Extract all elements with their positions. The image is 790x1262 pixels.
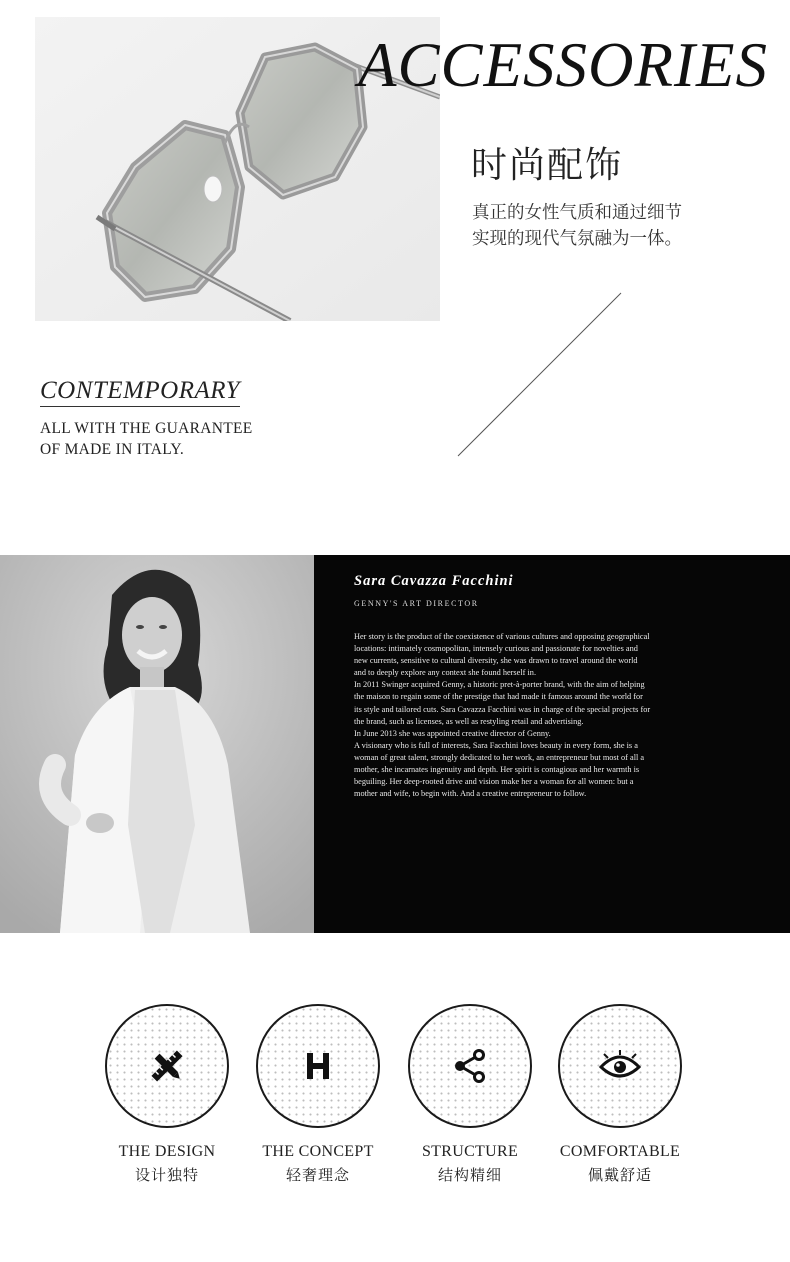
cn-description-line: 真正的女性气质和通过细节 [472, 203, 682, 223]
guarantee-line: ALL WITH THE GUARANTEE [40, 420, 253, 437]
feature-title-en: THE DESIGN [118, 1143, 216, 1160]
letter-h-icon [300, 1048, 336, 1084]
bio-line: A visionary who is full of interests, Sara Facchini loves beauty in every form, she is a [354, 740, 638, 750]
bio-text [354, 631, 764, 800]
feature-title-cn: 佩戴舒适 [587, 1166, 652, 1184]
diagonal-divider [455, 290, 625, 460]
share-nodes-icon [450, 1046, 490, 1086]
bio-line: new currents, sensitive to cultural diversity, she was drawn to travel around the world [354, 656, 638, 666]
feature-circle [105, 1004, 229, 1128]
bio-line: the maison to regain some of the prestige that had made it famous around the world for [354, 692, 643, 702]
portrait-photo [0, 555, 314, 933]
ruler-pencil-icon [147, 1046, 187, 1086]
portrait-illustration [0, 555, 314, 933]
feature-comfortable [545, 1000, 695, 1185]
feature-circle [408, 1004, 532, 1128]
contemporary-title: CONTEMPORARY [40, 377, 240, 407]
bio-line: Her story is the product of the coexistence of various cultures and opposing geographical [354, 632, 650, 641]
bio-role: GENNY'S ART DIRECTOR [354, 599, 479, 608]
bio-line: and to deeply explore any context she found herself in. [354, 668, 537, 678]
guarantee-text [40, 418, 253, 460]
cn-title: 时尚配饰 [471, 145, 624, 186]
cn-description [472, 200, 752, 252]
bio-line: woman of great talent, strongly dedicated to her work, an entrepreneur but most of all a [354, 752, 645, 762]
feature-structure [395, 1000, 545, 1185]
bio-line: beguiling. Her deep-rooted drive and vision make her a woman for all women: but a [354, 777, 634, 787]
headline: ACCESSORIES [358, 30, 768, 100]
bio-line: the brand, such as licenses, as well as restyling retail and advertising. [354, 716, 584, 726]
feature-design [92, 1000, 242, 1185]
bio-line: mother, she incarnates ingenuity and depth. Her spirit is contagious and her warmth is [354, 765, 640, 775]
guarantee-line: OF MADE IN ITALY. [40, 441, 185, 458]
feature-title-en: STRUCTURE [421, 1143, 519, 1160]
features-row [0, 1000, 790, 1200]
feature-title-cn: 结构精细 [437, 1166, 502, 1184]
feature-title-en: COMFORTABLE [559, 1143, 681, 1160]
feature-concept [243, 1000, 393, 1185]
bio-line: locations: intimately cosmopolitan, intensely curious and passionate for novelties and [354, 644, 638, 654]
bio-line: its style and tailored cuts. Sara Cavazza Facchini was in charge of the special projects for [354, 704, 651, 714]
bio-panel [314, 555, 790, 933]
feature-circle [558, 1004, 682, 1128]
feature-title-cn: 轻奢理念 [285, 1166, 350, 1184]
feature-title-cn: 设计独特 [134, 1166, 199, 1184]
feature-circle [256, 1004, 380, 1128]
bio-line: mother and wife, to begin with. And a creative entrepreneur to follow. [354, 789, 587, 799]
bio-line: In June 2013 she was appointed creative director of Genny. [354, 728, 551, 738]
feature-title-en: THE CONCEPT [262, 1143, 374, 1160]
cn-description-line: 实现的现代气氛融为一体。 [472, 229, 682, 249]
eye-icon [598, 1049, 642, 1083]
bio-line: In 2011 Swinger acquired Genny, a historic pret-à-porter brand, with the aim of helping [354, 680, 645, 690]
bio-name: Sara Cavazza Facchini [354, 573, 514, 589]
